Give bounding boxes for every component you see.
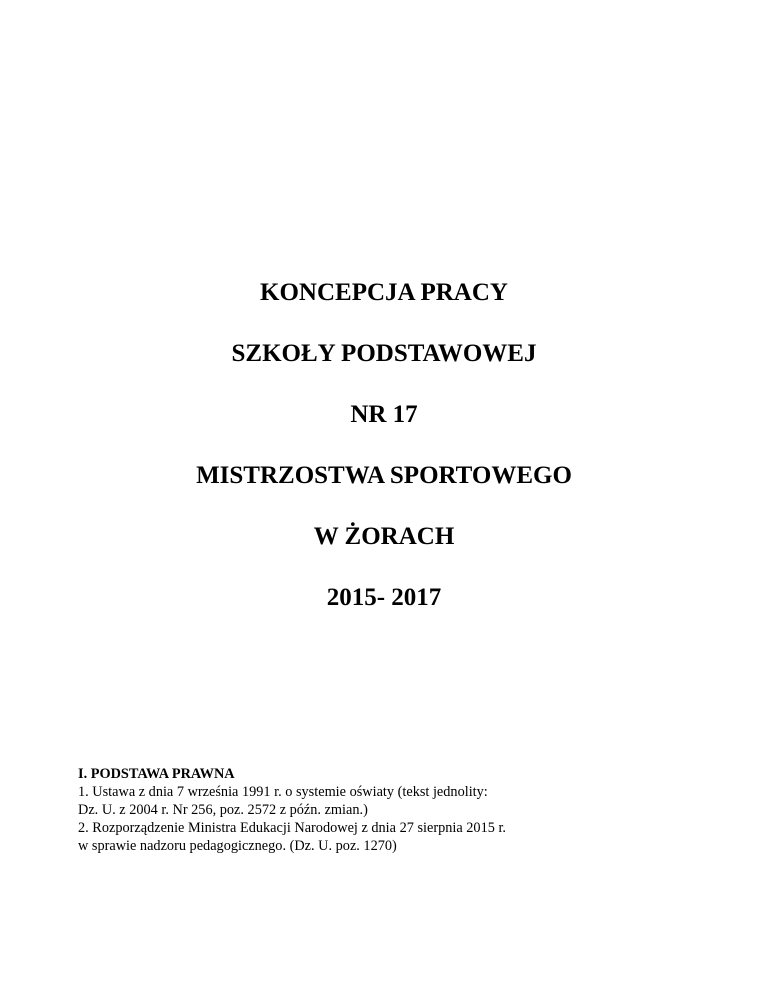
legal-basis-section — [78, 765, 718, 855]
legal-line: Dz. U. z 2004 r. Nr 256, poz. 2572 z późn. zmian.) — [78, 802, 368, 818]
title-line-years: 2015- 2017 — [326, 584, 442, 611]
legal-line: 1. Ustawa z dnia 7 września 1991 r. o systemie oświaty (tekst jednolity: — [78, 784, 488, 800]
title-line-number: NR 17 — [350, 401, 418, 428]
document-title — [0, 278, 768, 644]
title-line-sport: MISTRZOSTWA SPORTOWEGO — [196, 462, 572, 489]
title-line-concept: KONCEPCJA PRACY — [260, 279, 508, 306]
title-line-school: SZKOŁY PODSTAWOWEJ — [231, 340, 537, 367]
title-line-city: W ŻORACH — [313, 523, 455, 550]
section-heading: I. PODSTAWA PRAWNA — [78, 766, 235, 782]
legal-line: 2. Rozporządzenie Ministra Edukacji Narodowej z dnia 27 sierpnia 2015 r. — [78, 820, 506, 836]
legal-line: w sprawie nadzoru pedagogicznego. (Dz. U. poz. 1270) — [78, 838, 397, 854]
